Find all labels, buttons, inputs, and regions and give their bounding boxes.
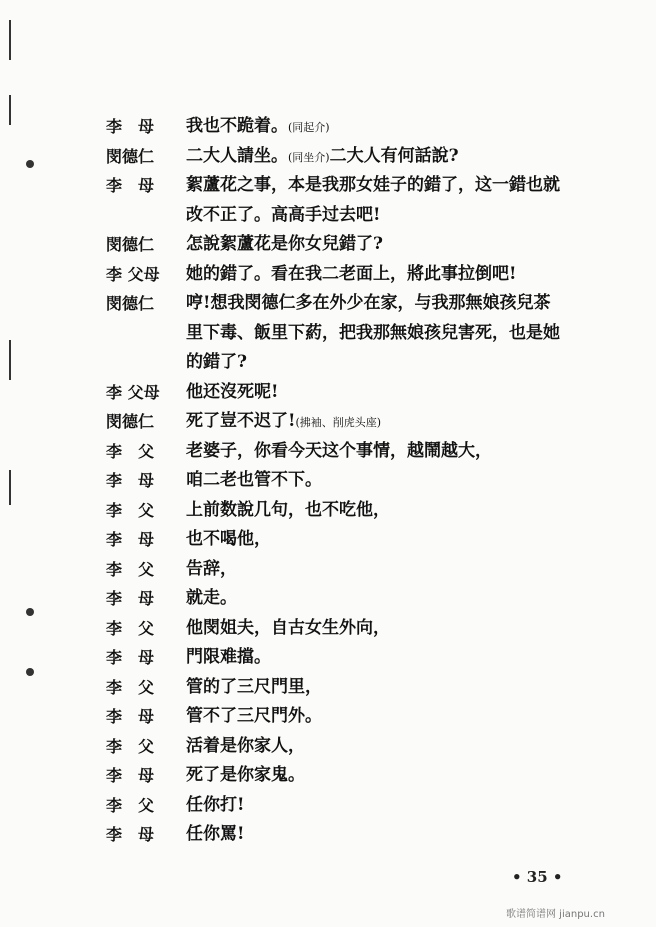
speaker-name: 李 父 <box>106 500 155 520</box>
spoken-text: 任你打! <box>186 794 245 815</box>
speaker-name: 李 父 <box>106 559 155 579</box>
line-text <box>186 378 278 408</box>
stage-direction: (同坐介) <box>288 150 330 164</box>
line-text <box>186 643 271 673</box>
dialogue-line <box>106 437 626 467</box>
dialogue-line <box>106 142 626 172</box>
spoken-text: 老婆子，你看今天这个事情，越鬧越大， <box>186 440 492 461</box>
spoken-text: 他閔姐夫，自古女生外向， <box>186 617 390 638</box>
speaker-name: 李 母 <box>106 117 155 136</box>
speaker-name: 李 母 <box>106 766 155 785</box>
dialogue-line <box>106 171 626 201</box>
speaker-name: 閔德仁 <box>106 235 155 254</box>
speaker-name: 李 父母 <box>106 264 160 284</box>
spoken-text: 也不喝他， <box>186 529 271 549</box>
spoken-text: 活着是你家人， <box>186 735 305 756</box>
spoken-text: 哼!想我閔德仁多在外少在家，与我那無娘孩兒茶 <box>186 293 551 313</box>
spoken-text: 她的錯了。看在我二老面上，將此事拉倒吧! <box>186 263 517 284</box>
line-text <box>186 761 305 791</box>
dialogue-line <box>106 230 626 260</box>
line-text <box>186 614 390 644</box>
line-text <box>186 112 330 143</box>
speaker-name: 閔德仁 <box>106 294 155 313</box>
dialogue-line <box>106 348 626 378</box>
dialogue-line <box>106 614 626 644</box>
spoken-text: 就走。 <box>186 588 237 608</box>
scan-edge-mark <box>9 20 11 60</box>
spoken-text: 二大人有何話說? <box>329 145 459 166</box>
speaker-name: 李 母 <box>106 589 155 608</box>
dialogue-line <box>106 643 626 673</box>
line-text <box>186 289 550 319</box>
spoken-text: 管不了三尺門外。 <box>186 706 322 726</box>
spoken-text: 改不正了。高高手过去吧! <box>186 204 381 225</box>
speaker-name: 李 父 <box>106 677 155 697</box>
line-text <box>186 525 271 555</box>
dialogue-line <box>106 319 626 349</box>
speaker-name: 李 父 <box>106 795 155 815</box>
dialogue-line <box>106 702 626 732</box>
spoken-text: 告辞， <box>186 558 237 579</box>
speaker-name: 李 母 <box>106 471 155 490</box>
speaker-name: 李 母 <box>106 707 155 726</box>
watermark: 歌谱简谱网 jianpu.cn <box>506 909 605 920</box>
line-text <box>186 260 516 290</box>
line-text <box>186 201 380 231</box>
dialogue-line <box>106 732 626 762</box>
stage-direction: (同起介) <box>288 121 330 134</box>
line-text <box>186 555 237 585</box>
dialogue-line <box>106 673 626 703</box>
line-text <box>186 437 492 467</box>
line-text <box>186 319 560 349</box>
speaker-name: 李 母 <box>106 648 155 667</box>
line-text <box>186 791 244 821</box>
scan-edge-mark <box>9 340 11 380</box>
speaker-name: 李 母 <box>106 825 155 844</box>
line-text <box>186 702 322 732</box>
spoken-text: 我也不跪着。 <box>186 116 288 136</box>
binding-hole-mark <box>26 608 34 616</box>
line-text <box>186 820 244 850</box>
line-text <box>186 230 383 260</box>
spoken-text: 二大人請坐。 <box>186 145 288 166</box>
dialogue-line <box>106 466 626 496</box>
dialogue-line <box>106 407 626 437</box>
line-text <box>186 673 322 703</box>
line-text <box>186 584 237 614</box>
line-text <box>186 407 381 438</box>
speaker-name: 李 父 <box>106 618 155 638</box>
spoken-text: 他还沒死呢! <box>186 381 279 402</box>
dialogue-lines <box>106 112 626 850</box>
stage-direction: (拂袖、削虎头座) <box>295 416 382 429</box>
scan-edge-mark <box>9 95 11 125</box>
dialogue-line <box>106 584 626 614</box>
speaker-name: 李 母 <box>106 176 155 195</box>
dialogue-line <box>106 260 626 290</box>
spoken-text: 任你罵! <box>186 824 245 844</box>
spoken-text: 咱二老也管不下。 <box>186 470 322 490</box>
spoken-text: 絮蘆花之事，本是我那女娃子的錯了，这一錯也就 <box>186 175 560 195</box>
dialogue-line <box>106 820 626 850</box>
line-text <box>186 142 459 173</box>
dialogue-line <box>106 378 626 408</box>
speaker-name: 閔德仁 <box>106 146 155 166</box>
line-text <box>186 466 322 496</box>
spoken-text: 管的了三尺門里， <box>186 676 322 697</box>
line-text <box>186 171 560 201</box>
spoken-text: 門限难擋。 <box>186 647 271 667</box>
binding-hole-mark <box>26 668 34 676</box>
dialogue-line <box>106 791 626 821</box>
spoken-text: 怎說絮蘆花是你女兒錯了? <box>186 234 383 254</box>
dialogue-line <box>106 525 626 555</box>
speaker-name: 閔德仁 <box>106 412 155 431</box>
speaker-name: 李 父 <box>106 441 155 461</box>
dialogue-line <box>106 289 626 319</box>
spoken-text: 里下毒、飯里下葯，把我那無娘孩兒害死，也是她 <box>186 322 560 343</box>
speaker-name: 李 母 <box>106 530 155 549</box>
dialogue-line <box>106 555 626 585</box>
binding-hole-mark <box>26 160 34 168</box>
dialogue-line <box>106 496 626 526</box>
spoken-text: 死了是你家鬼。 <box>186 765 305 785</box>
scan-edge-mark <box>9 470 11 505</box>
spoken-text: 上前数說几句，也不吃他， <box>186 499 390 520</box>
line-text <box>186 348 247 378</box>
dialogue-line <box>106 761 626 791</box>
line-text <box>186 496 390 526</box>
speaker-name: 李 父 <box>106 736 155 756</box>
spoken-text: 的錯了? <box>186 352 247 372</box>
speaker-name: 李 父母 <box>106 382 160 402</box>
dialogue-line <box>106 201 626 231</box>
spoken-text: 死了豈不迟了! <box>186 411 296 431</box>
dialogue-line <box>106 112 626 142</box>
page-number: • 35 • <box>512 868 563 886</box>
line-text <box>186 732 305 762</box>
